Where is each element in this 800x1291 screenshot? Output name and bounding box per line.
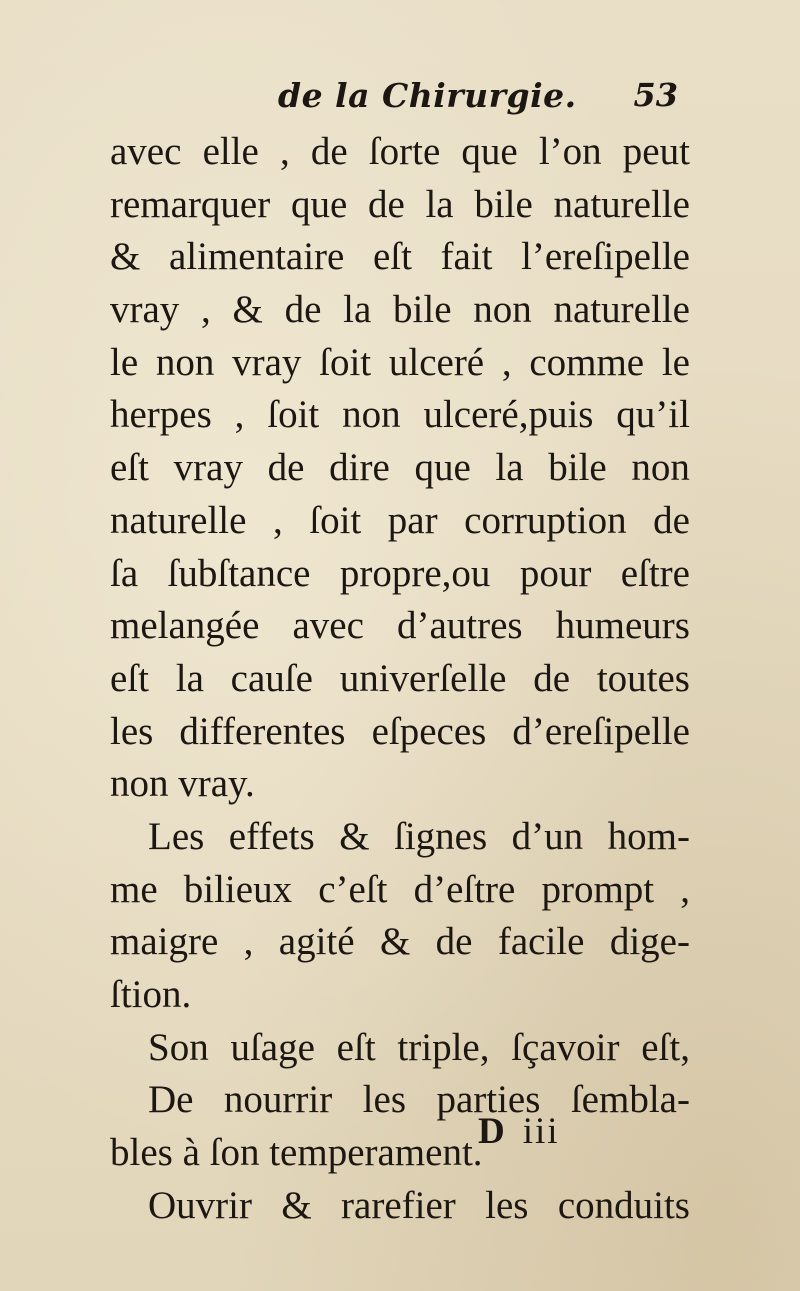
signature-numeral: iii	[522, 1111, 560, 1152]
text-line: Ouvrir & rarefier les conduits	[148, 1183, 690, 1227]
text-line: me bilieux c’eſt d’eſtre prompt ,	[110, 867, 690, 911]
text-line: vray , & de la bile non naturelle	[110, 288, 690, 332]
text-line: non vray.	[110, 762, 255, 806]
text-line: naturelle , ſoit par corruption de	[110, 498, 690, 542]
body-text	[110, 126, 690, 1232]
text-line: le non vray ſoit ulceré , comme le	[110, 340, 690, 384]
text-line: les differentes eſpeces d’ereſipelle	[110, 709, 690, 753]
text-line: remarquer que de la bile naturelle	[110, 182, 690, 226]
text-line: herpes , ſoit non ulceré,puis qu’il	[110, 393, 690, 437]
running-title: de la Chirurgie.	[278, 76, 577, 115]
text-line: De nourrir les parties ſembla-	[148, 1078, 690, 1122]
text-line: maigre , agité & de facile dige-	[110, 920, 690, 964]
text-line: eſt la cauſe univerſelle de toutes	[110, 656, 690, 700]
page-number: 53	[633, 76, 678, 114]
text-line: ſa ſubſtance propre,ou pour eſtre	[110, 551, 690, 595]
text-line: avec elle , de ſorte que l’on peut	[110, 130, 690, 173]
text-line: ſtion.	[110, 973, 192, 1016]
text-line: melangée avec d’autres humeurs	[110, 604, 690, 648]
signature-letter: D	[478, 1111, 507, 1152]
signature-mark	[478, 1110, 560, 1153]
text-line: Son uſage eſt triple, ſçavoir eſt,	[148, 1025, 690, 1069]
running-head	[108, 76, 688, 126]
text-line: & alimentaire eſt fait l’ereſipelle	[110, 235, 690, 279]
text-line: eſt vray de dire que la bile non	[110, 446, 690, 490]
text-line: Les effets & ſignes d’un hom-	[148, 814, 690, 858]
text-line: bles à ſon temperament.	[110, 1131, 483, 1175]
